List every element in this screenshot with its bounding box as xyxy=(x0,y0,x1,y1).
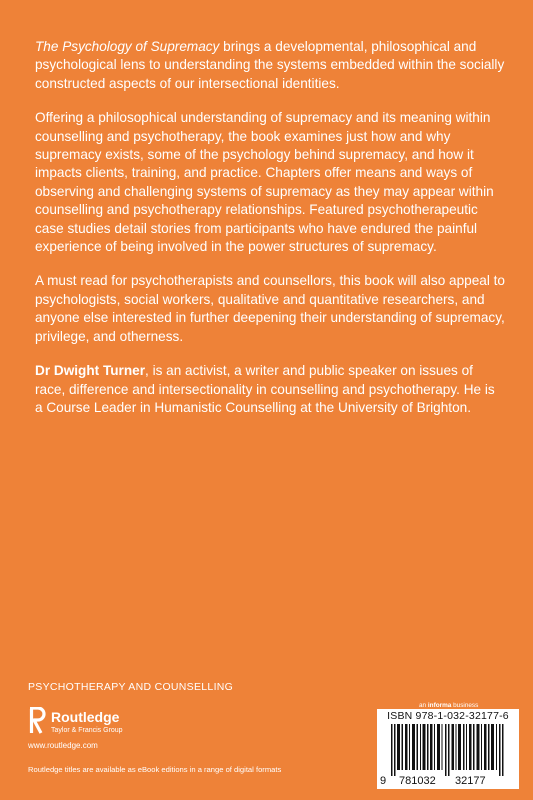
author-bio xyxy=(35,362,505,417)
informa-tagline: an informa business xyxy=(419,702,479,709)
author-bio-text: , is an activist, a writer and public speaker on issues of race, difference and intersectionality in counselling and psychotherapy. He is a Course Leader in Humanistic Counselling at the University of Brighton. xyxy=(35,363,495,415)
book-title: The Psychology of Supremacy xyxy=(35,39,220,54)
blurb-paragraph-3: A must read for psychotherapists and counsellors, this book will also appeal to psychologists, social workers, qualitative and quantitative researchers, and anyone else interested in further deepening their understanding of supremacy, privilege, and otherness. xyxy=(35,273,505,344)
barcode-digit-lead: 9 xyxy=(380,775,387,787)
routledge-logo-icon xyxy=(28,707,46,735)
blurb-paragraph-1 xyxy=(35,38,505,93)
isbn-label: ISBN 978-1-032-32177-6 xyxy=(387,710,509,722)
back-cover-blurb xyxy=(35,38,505,433)
publisher-logo xyxy=(28,707,168,739)
barcode-digits-group-2: 32177 xyxy=(455,775,486,787)
barcode-icon xyxy=(385,724,511,776)
publisher-website: www.routledge.com xyxy=(28,741,98,750)
ebook-note: Routledge titles are available as eBook editions in a range of digital formats xyxy=(28,765,282,774)
publisher-group: Taylor & Francis Group xyxy=(51,727,123,734)
isbn-barcode xyxy=(377,709,519,789)
blurb-paragraph-2: Offering a philosophical understanding of supremacy and its meaning within counselling and psychotherapy, the book examines just how and why supremacy exists, some of the psychology behind supremacy, and how it impacts clients, training, and practice. Chapters offer means and ways of observing and challenging systems of supremacy as they may appear within counselling and psychotherapy relationships. Featured psychotherapeutic case studies detail stories from participants who have endured the painful experience of being involved in the power structures of supremacy. xyxy=(35,110,494,255)
publisher-name: Routledge xyxy=(51,709,120,725)
barcode-digits-group-1: 781032 xyxy=(399,775,436,787)
informa-brand: informa xyxy=(427,702,452,709)
blurb-paragraph-1-text: brings a developmental, philosophical and psychological lens to understanding the systems embedded within the socially constructed aspects of our intersectional identities. xyxy=(35,39,505,91)
author-name: Dr Dwight Turner xyxy=(35,363,146,379)
series-name: PSYCHOTHERAPY AND COUNSELLING xyxy=(28,681,234,693)
barcode-digits xyxy=(377,775,519,789)
